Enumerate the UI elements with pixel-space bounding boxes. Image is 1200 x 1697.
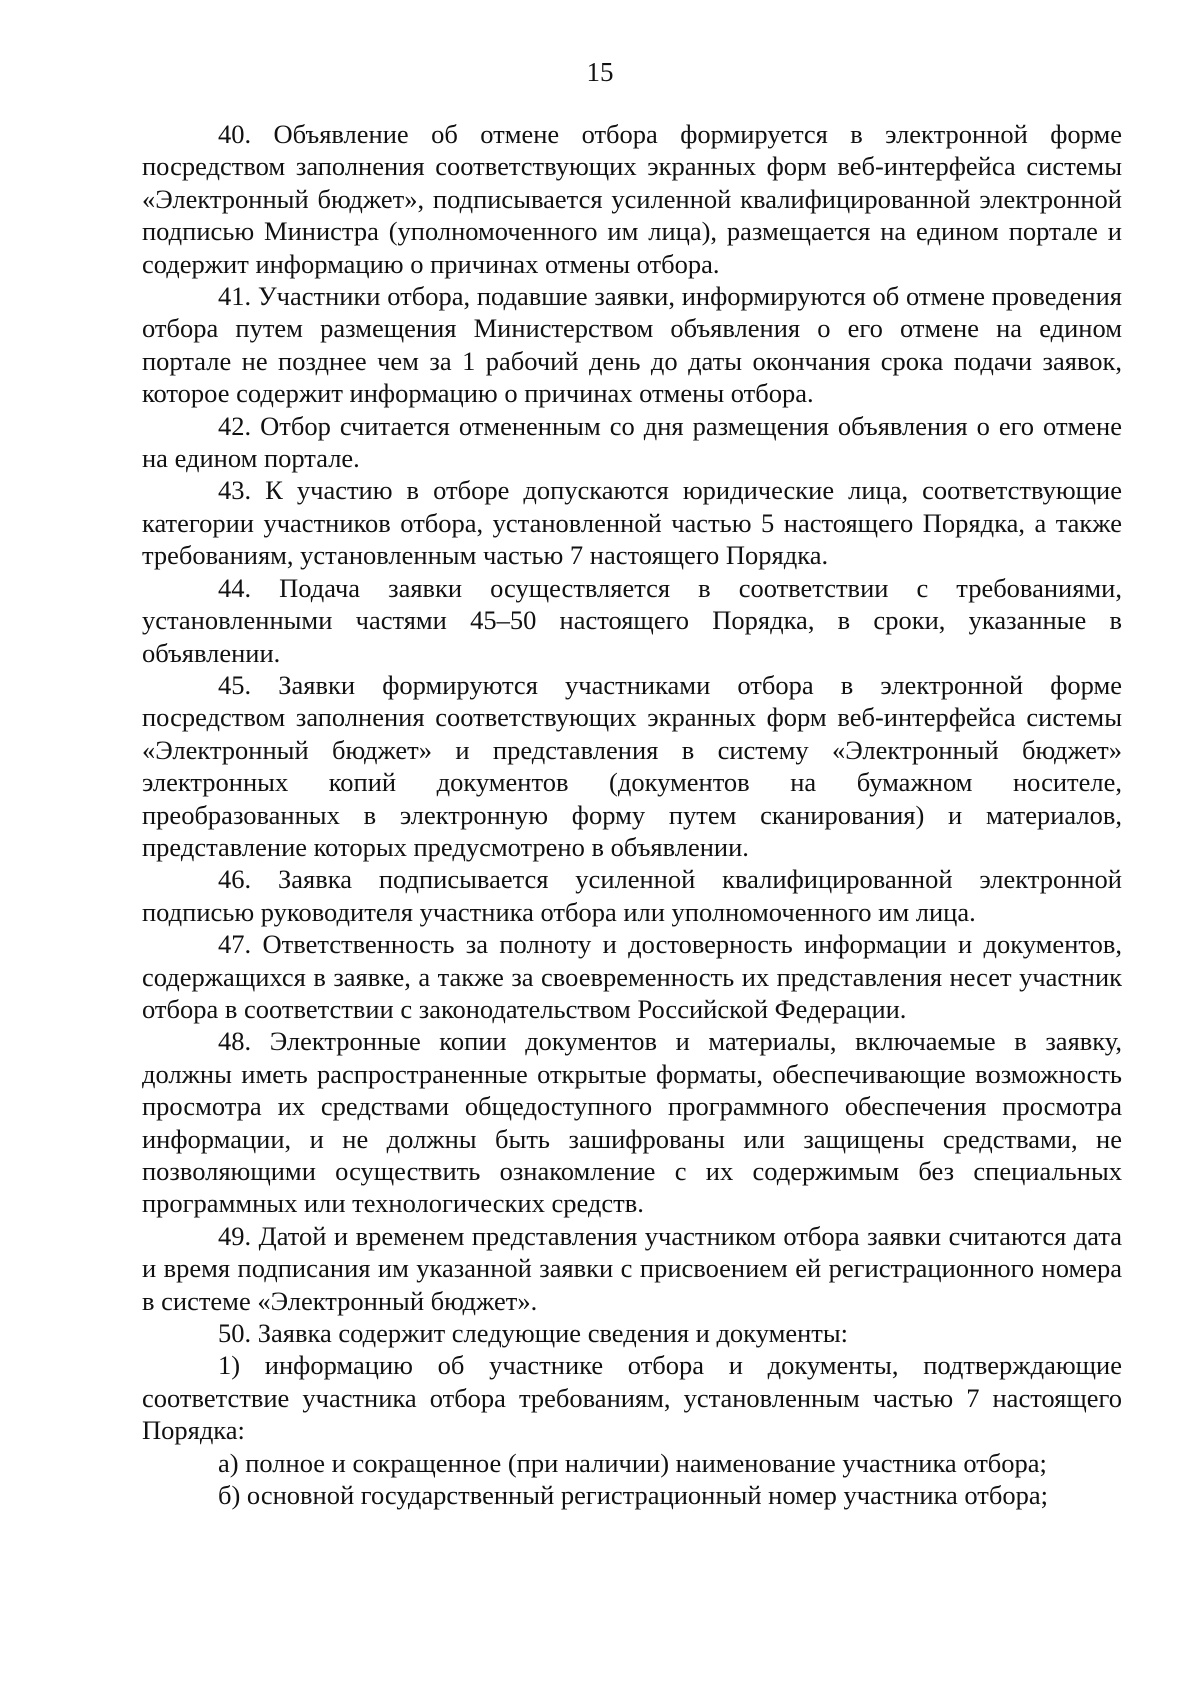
paragraph-50: 50. Заявка содержит следующие сведения и документы: — [218, 1318, 849, 1349]
paragraph-42: 42. Отбор считается отмененным со дня размещения объявления о его отмене на едином портале. — [142, 410, 1122, 474]
paragraph-46: 46. Заявка подписывается усиленной квалифицированной электронной подписью руководителя участника отбора или уполномоченного им лица. — [142, 864, 1122, 927]
paragraph-45: 45. Заявки формируются участниками отбора в электронной форме посредством заполнения соответствующих экранных форм веб-интерфейса системы «Электронный бюджет» и представления в систему «Электронный бюджет» электронных копий документов (документов на бумажном носителе, преобразованных в электронную форму путем сканирования) и материалов, представление которых предусмотрено в объявлении. — [142, 669, 1122, 862]
document-body — [142, 118, 1122, 1511]
paragraph-47: 47. Ответственность за полноту и достоверность информации и документов, содержащихся в заявке, а также за своевременность их представления несет участник отбора в соответствии с законодательством Российской Федерации. — [142, 929, 1122, 1024]
page-number: 15 — [586, 57, 614, 87]
list-subitem-b: б) основной государственный регистрационный номер участника отбора; — [218, 1480, 1048, 1511]
paragraph-49: 49. Датой и временем представления участником отбора заявки считаются дата и время подписания им указанной заявки с присвоением ей регистрационного номера в системе «Электронный бюджет». — [142, 1220, 1122, 1316]
paragraph-44: 44. Подача заявки осуществляется в соответствии с требованиями, установленными частями 45–50 настоящего Порядка, в сроки, указанные в объявлении. — [142, 572, 1122, 668]
paragraph-41: 41. Участники отбора, подавшие заявки, информируются об отмене проведения отбора путем размещения Министерством объявления о его отмене на едином портале не позднее чем за 1 рабочий день до даты окончания срока подачи заявок, которое содержит информацию о причинах отмены отбора. — [142, 281, 1122, 409]
paragraph-48: 48. Электронные копии документов и материалы, включаемые в заявку, должны иметь распространенные открытые форматы, обеспечивающие возможность просмотра их средствами общедоступного программного обеспечения просмотра информации, и не должны быть зашифрованы или защищены средствами, не позволяющими осуществить ознакомление с их содержимым без специальных программных или технологических средств. — [142, 1026, 1122, 1219]
paragraph-40: 40. Объявление об отмене отбора формируется в электронной форме посредством заполнения соответствующих экранных форм веб-интерфейса системы «Электронный бюджет», подписывается усиленной квалифицированной электронной подписью Министра (уполномоченного им лица), размещается на едином портале и содержит информацию о причинах отмены отбора. — [142, 119, 1122, 279]
list-subitem-a: а) полное и сокращенное (при наличии) наименование участника отбора; — [218, 1447, 1047, 1478]
paragraph-43: 43. К участию в отборе допускаются юридические лица, соответствующие категории участников отбора, установленной частью 5 настоящего Порядка, а также требованиям, установленным частью 7 настоящего Порядка. — [142, 475, 1122, 571]
list-item-1: 1) информацию об участнике отбора и документы, подтверждающие соответствие участника отбора требованиям, установленным частью 7 настоящего Порядка: — [142, 1350, 1122, 1446]
